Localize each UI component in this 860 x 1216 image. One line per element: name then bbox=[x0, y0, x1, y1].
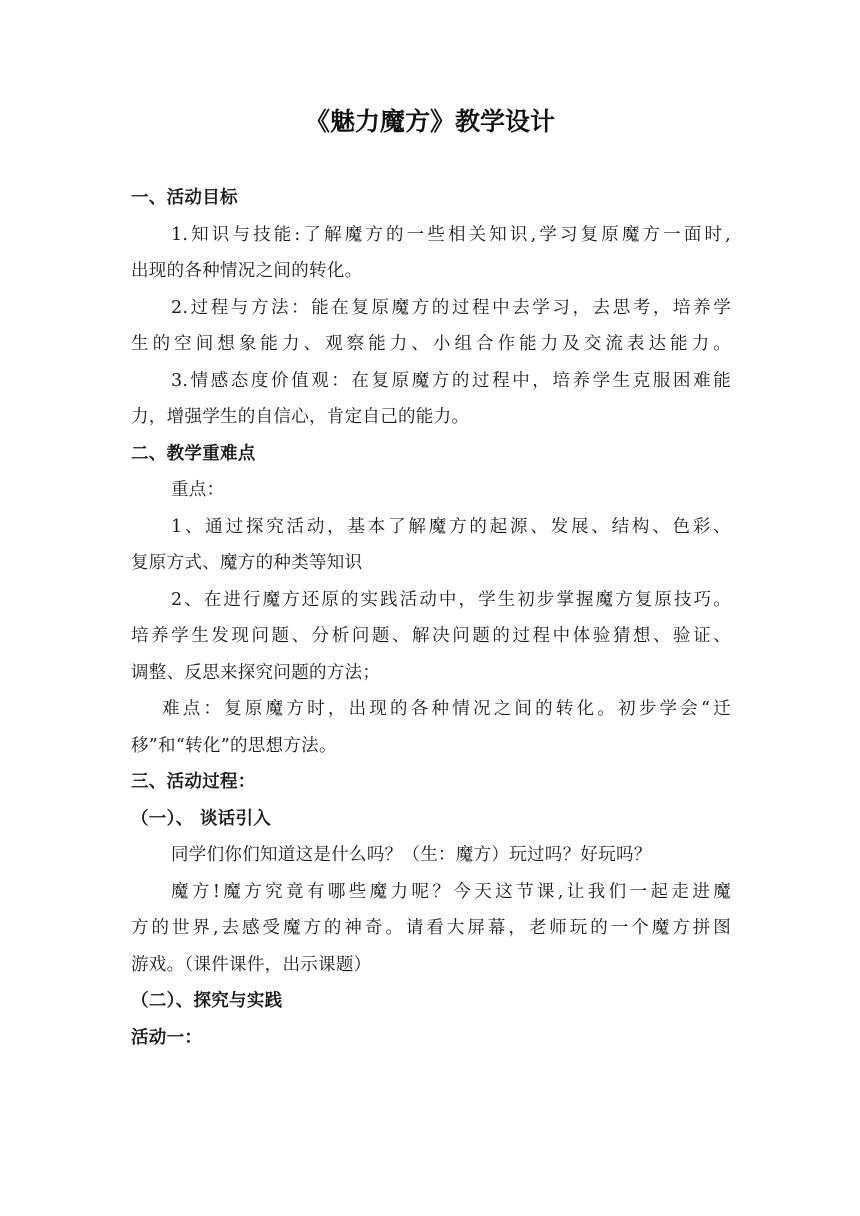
paragraph-line: 移”和“转化”的思想方法。 bbox=[131, 735, 337, 756]
paragraph-line: 魔方!魔方究竟有哪些魔力呢？今天这节课,让我们一起走进魔 bbox=[171, 881, 731, 902]
section-heading-process: 三、活动过程： bbox=[131, 772, 256, 792]
subsection-heading-intro: （一）、 谈话引入 bbox=[131, 808, 272, 829]
paragraph-line: 游戏。（课件课件，出示课题） bbox=[131, 954, 372, 975]
paragraph-line: 2.过程与方法：能在复原魔方的过程中去学习，去思考，培养学 bbox=[171, 297, 731, 318]
document-title: 《魅力魔方》教学设计 bbox=[304, 107, 555, 136]
paragraph-line: 方的世界,去感受魔方的神奇。请看大屏幕，老师玩的一个魔方拼图 bbox=[131, 918, 731, 938]
paragraph-line: 难点：复原魔方时，出现的各种情况之间的转化。初步学会“迁 bbox=[162, 699, 731, 719]
paragraph-line: 生的空间想象能力、观察能力、小组合作能力及交流表达能力。 bbox=[131, 334, 731, 354]
paragraph-line: 1.知识与技能:了解魔方的一些相关知识,学习复原魔方一面时, bbox=[171, 224, 731, 245]
paragraph-line: 3.情感态度价值观：在复原魔方的过程中，培养学生克服困难能 bbox=[171, 370, 731, 391]
subsection-heading-practice: （二）、探究与实践 bbox=[131, 991, 283, 1011]
section-heading-key-points: 二、教学重难点 bbox=[131, 443, 256, 464]
paragraph-line: 同学们你们知道这是什么吗？（生：魔方）玩过吗？好玩吗？ bbox=[171, 845, 652, 865]
paragraph-line: 1、通过探究活动，基本了解魔方的起源、发展、结构、色彩、 bbox=[171, 516, 731, 537]
paragraph-line: 出现的各种情况之间的转化。 bbox=[131, 261, 363, 281]
activity-heading: 活动一： bbox=[131, 1027, 203, 1048]
paragraph-line: 复原方式、魔方的种类等知识 bbox=[131, 553, 363, 573]
paragraph-line: 培养学生发现问题、分析问题、解决问题的过程中体验猜想、验证、 bbox=[131, 626, 731, 646]
paragraph-line: 力，增强学生的自信心，肯定自己的能力。 bbox=[131, 407, 470, 427]
paragraph-line: 2、在进行魔方还原的实践活动中，学生初步掌握魔方复原技巧。 bbox=[171, 589, 731, 610]
paragraph-line: 调整、反思来探究问题的方法； bbox=[131, 662, 381, 683]
paragraph-line: 重点： bbox=[171, 480, 225, 500]
document-body bbox=[131, 180, 731, 1056]
section-heading-goals: 一、活动目标 bbox=[131, 188, 238, 208]
